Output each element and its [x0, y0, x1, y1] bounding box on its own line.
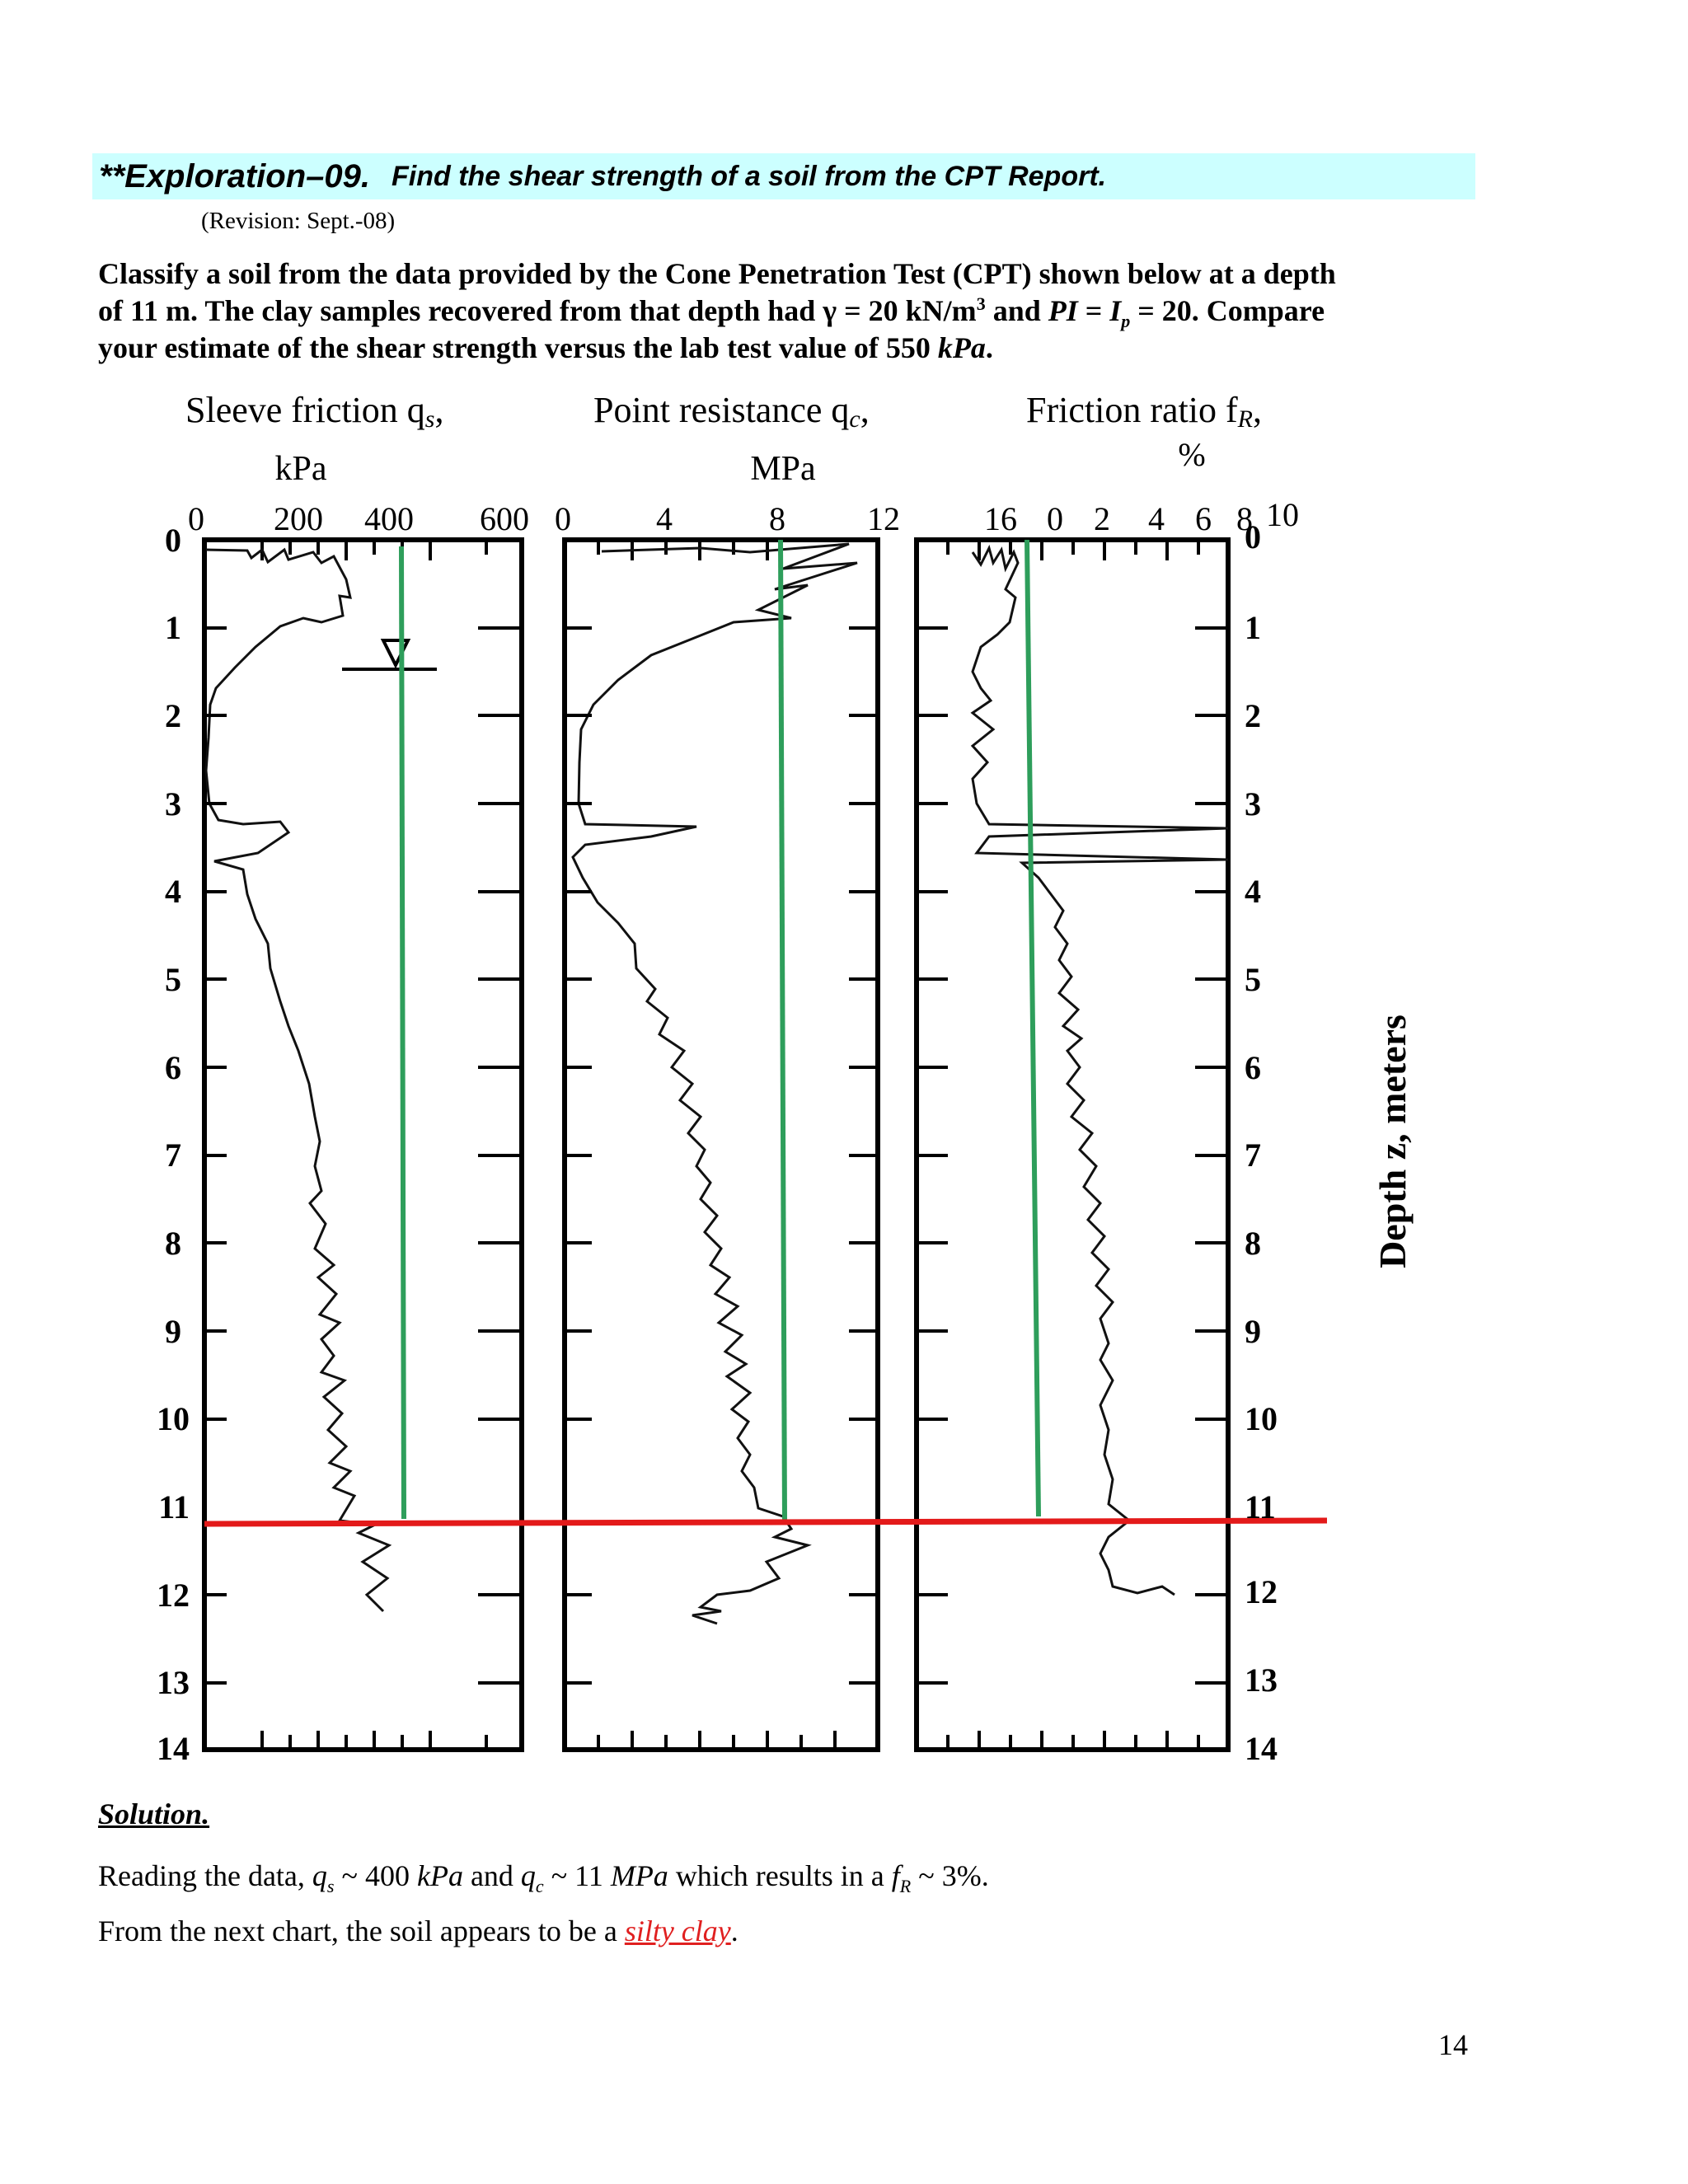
depth-right-14: 14 — [1245, 1730, 1278, 1767]
qs-tick-0: 0 — [188, 500, 204, 537]
fr-tick-4: 4 — [1148, 500, 1165, 537]
depth-left-14: 14 — [157, 1730, 190, 1767]
depth-labels-right — [1245, 518, 1278, 1767]
fr-tick-6: 6 — [1195, 500, 1212, 537]
solution-line-2: From the next chart, the soil appears to be a silty clay. — [98, 1915, 738, 1947]
depth-left-0: 0 — [165, 522, 181, 559]
qc-tick-8: 8 — [769, 500, 785, 537]
depth-right-1: 1 — [1245, 609, 1261, 646]
panel3-title: Friction ratio fR, — [1026, 390, 1262, 433]
depth-right-12: 12 — [1245, 1573, 1278, 1610]
qs-reading-line — [401, 546, 404, 1519]
depth-right-5: 5 — [1245, 961, 1261, 998]
panel2-title: Point resistance qc, — [593, 390, 870, 433]
depth-right-3: 3 — [1245, 785, 1261, 823]
depth-right-9: 9 — [1245, 1313, 1261, 1350]
cpt-figure — [124, 375, 1442, 1768]
depth-right-11: 11 — [1245, 1488, 1276, 1526]
depth-left-11: 11 — [158, 1488, 190, 1526]
fr-tick-0: 0 — [1047, 500, 1063, 537]
fr-tick-10: 10 — [1266, 496, 1299, 533]
exploration-subtitle: Find the shear strength of a soil from the CPT Report. — [392, 160, 1107, 192]
depth-left-7: 7 — [165, 1137, 181, 1174]
qc-tick-16: 16 — [984, 500, 1017, 537]
solution-line-1: Reading the data, $q_s$ ~ 400 kPa and $q_c$ ~ 11 MPa which results in a $f_R$ ~ 3%. — [98, 1859, 989, 1897]
qc-tick-0: 0 — [555, 500, 571, 537]
qs-tick-600: 600 — [480, 500, 529, 537]
depth-right-0: 0 — [1245, 518, 1261, 555]
fr-tick-2: 2 — [1094, 500, 1110, 537]
problem-line-1: Classify a soil from the data provided by the Cone Penetration Test (CPT) shown below at a depth — [98, 257, 1336, 290]
depth-left-3: 3 — [165, 785, 181, 823]
fr-tick-8: 8 — [1236, 500, 1253, 537]
depth-left-9: 9 — [165, 1313, 181, 1350]
qc-reading-line — [781, 540, 785, 1521]
depth-right-13: 13 — [1245, 1661, 1278, 1699]
depth-left-10: 10 — [157, 1400, 190, 1437]
depth-left-2: 2 — [165, 697, 181, 734]
panel3-unit: % — [1178, 436, 1206, 473]
depth-left-4: 4 — [165, 873, 181, 910]
panel1-title: Sleeve friction qs, — [185, 390, 444, 433]
qs-tick-400: 400 — [364, 500, 414, 537]
depth-right-2: 2 — [1245, 697, 1261, 734]
qc-tick-4: 4 — [656, 500, 673, 537]
x-tick-labels — [188, 496, 1299, 537]
depth-left-13: 13 — [157, 1664, 190, 1701]
depth-right-7: 7 — [1245, 1137, 1261, 1174]
qc-tick-12: 12 — [867, 500, 900, 537]
depth-left-5: 5 — [165, 961, 181, 998]
depth-right-10: 10 — [1245, 1400, 1278, 1437]
panel2-unit: MPa — [750, 450, 816, 488]
solution-heading: Solution. — [98, 1797, 210, 1830]
page-number: 14 — [1438, 2028, 1468, 2061]
depth-right-8: 8 — [1245, 1225, 1261, 1262]
exploration-label: **Exploration–09. — [99, 157, 371, 194]
depth-labels-left — [157, 522, 190, 1767]
qs-tick-200: 200 — [274, 500, 323, 537]
depth-right-4: 4 — [1245, 873, 1261, 910]
depth-left-6: 6 — [165, 1049, 181, 1086]
depth-left-12: 12 — [157, 1577, 190, 1614]
fr-reading-line — [1027, 540, 1039, 1516]
depth-axis-title: Depth z, meters — [1372, 1015, 1414, 1268]
problem-line-2: of 11 m. The clay samples recovered from that depth had γ = 20 $kN/m^3$ and PI = $I_p = 20$. Compare — [98, 293, 1325, 332]
exploration-title-bar — [92, 153, 1475, 199]
panel1-unit: kPa — [274, 450, 327, 488]
panel-sleeve-friction — [204, 540, 522, 1750]
depth-right-6: 6 — [1245, 1049, 1261, 1086]
panel-point-resistance — [565, 540, 878, 1750]
depth-left-8: 8 — [165, 1225, 181, 1262]
depth-11m-line — [204, 1521, 1327, 1524]
revision-note: (Revision: Sept.-08) — [201, 208, 396, 234]
problem-statement — [98, 255, 1499, 367]
answer-silty-clay: silty clay — [624, 1915, 731, 1947]
panel-friction-ratio — [917, 540, 1228, 1750]
problem-line-3: your estimate of the shear strength versus the lab test value of 550 kPa. — [98, 331, 993, 364]
depth-left-1: 1 — [165, 609, 181, 646]
